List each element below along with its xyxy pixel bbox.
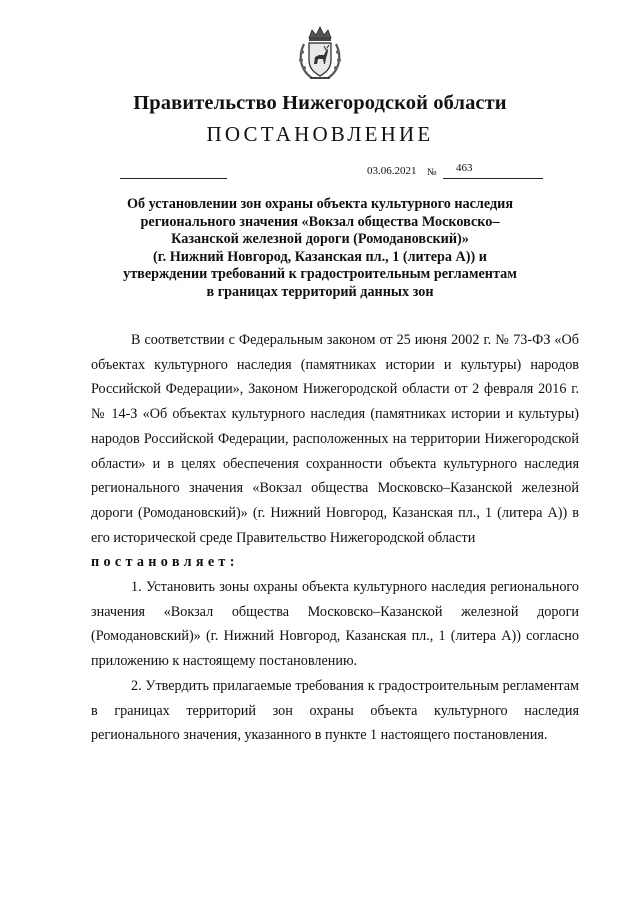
number-sign: №	[427, 167, 437, 178]
document-date: 03.06.2021	[367, 165, 417, 177]
number-underline	[443, 178, 543, 179]
clause-1-paragraph: 1. Установить зоны охраны объекта культурного наследия регионального значения «Вокзал общества Московско–Казанской железной дороги (Ромодановский)» (г. Нижний Новгород, Казанская пл., 1 (литера А)) согласно приложению к настоящему постановлению.	[91, 579, 579, 670]
clause-2-paragraph: 2. Утвердить прилагаемые требования к градостроительным регламентам в границах территорий зон охраны объекта культурного наследия регионального значения, указанного в пункте 1 настоящего постановления.	[91, 677, 579, 744]
document-body	[91, 328, 579, 748]
organization-title: Правительство Нижегородской области	[133, 92, 507, 114]
heading-line: (г. Нижний Новгород, Казанская пл., 1 (литера А)) и	[153, 248, 487, 265]
document-type: ПОСТАНОВЛЕНИЕ	[206, 122, 434, 146]
coat-of-arms-emblem	[296, 24, 344, 82]
heading-line: утверждении требований к градостроительным регламентам	[123, 266, 517, 283]
heading-line: Казанской железной дороги (Ромодановский)»	[171, 231, 469, 248]
document-number: 463	[456, 162, 473, 174]
heading-line: регионального значения «Вокзал общества Московско–	[140, 213, 500, 230]
document-heading	[90, 196, 550, 302]
heading-line: Об установлении зон охраны объекта культурного наследия	[126, 196, 514, 212]
decree-word: постановляет:	[91, 554, 239, 571]
heading-line: в границах территорий данных зон	[206, 283, 434, 300]
date-underline	[120, 178, 227, 179]
preamble-paragraph: В соответствии с Федеральным законом от 25 июня 2002 г. № 73-ФЗ «Об объектах культурного наследия (памятниках истории и культуры) народов Российской Федерации», Законом Нижегородской области от 2 февраля 2016 г. № 14-З «Об объектах культурного наследия (памятниках истории и культуры) народов Российской Федерации, расположенных на территории Нижегородской области» и в целях обеспечения сохранности объекта культурного наследия регионального значения «Вокзал общества Московско–Казанской железной дороги (Ромодановский)» (г. Нижний Новгород, Казанская пл., 1 (литера А)) в его исторической среде Правительство Нижегородской области	[91, 332, 579, 546]
